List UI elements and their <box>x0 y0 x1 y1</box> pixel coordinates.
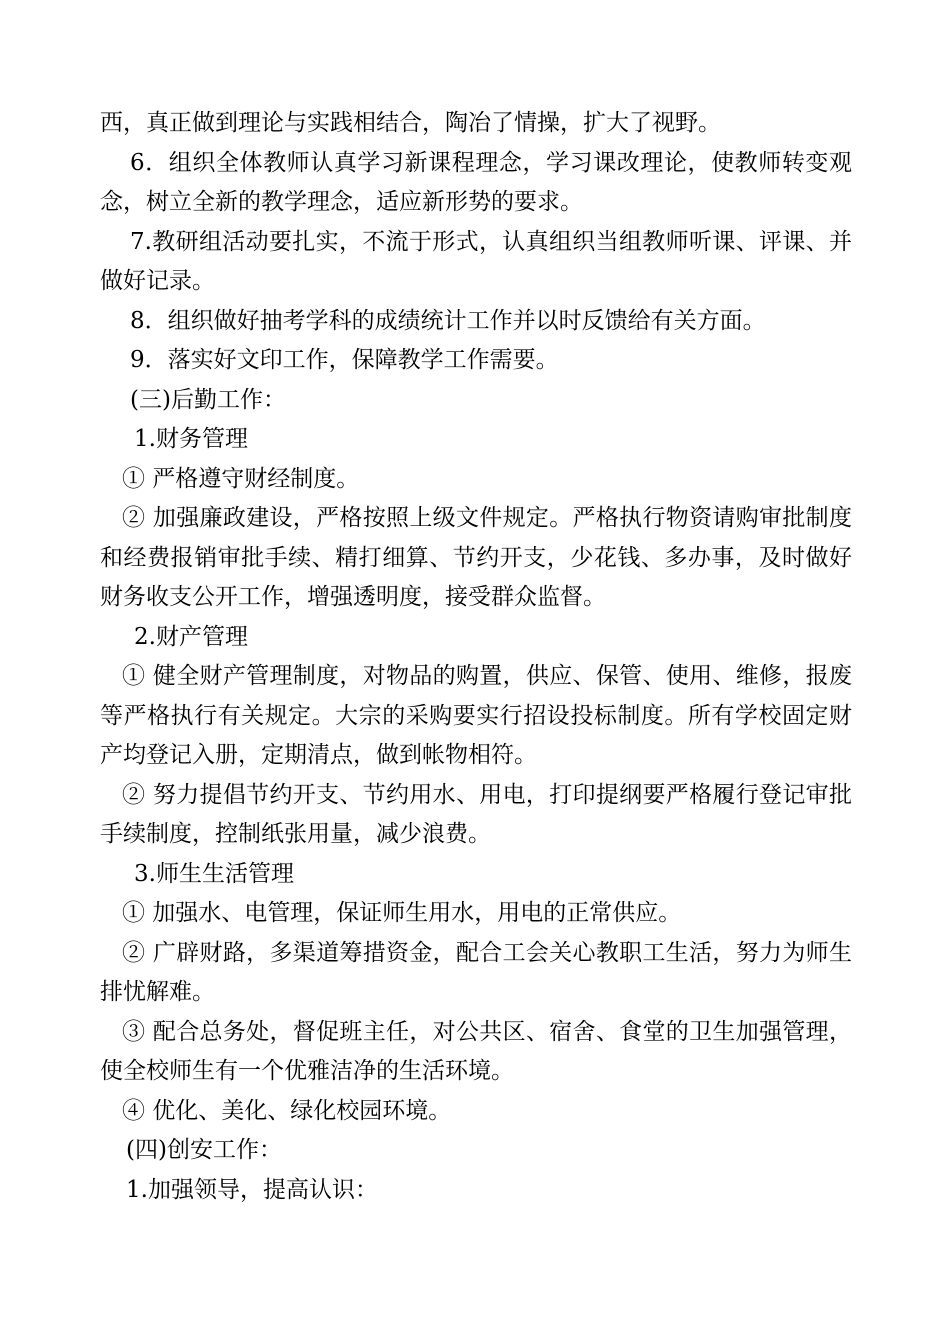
section-heading: (四)创安工作： <box>126 1137 282 1163</box>
list-item: ① 健全财产管理制度，对物品的购置，供应、保管、使用、维修，报废等严格执行有关规定。大宗的采购要实行招设投标制度。所有学校固定财产均登记入册，定期清点，做到帐物相符。 <box>100 663 852 768</box>
subsection-heading: 1.加强领导，提高认识： <box>126 1176 378 1203</box>
list-item: ② 加强廉政建设，严格按照上级文件规定。严格执行物资请购审批制度和经费报销审批手续、精打细算、节约开支，少花钱、多办事，及时做好财务收支公开工作，增强透明度，接受群众监督。 <box>100 505 852 610</box>
section-heading: (三)后勤工作： <box>130 386 286 413</box>
paragraph: 7.教研组活动要扎实，不流于形式，认真组织当组教师听课、评课、并做好记录。 <box>100 228 852 294</box>
subsection-heading: 1.财务管理 <box>134 426 248 452</box>
subsection-heading: 2.财产管理 <box>134 623 248 650</box>
subsection-heading: 3.师生生活管理 <box>134 860 294 887</box>
list-item: ② 努力提倡节约开支、节约用水、用电，打印提纲要严格履行登记审批手续制度，控制纸张用量，减少浪费。 <box>100 781 852 847</box>
paragraph: 西，真正做到理论与实践相结合，陶冶了情操，扩大了视野。 <box>100 110 721 136</box>
document-body <box>100 104 852 1210</box>
list-item: ① 加强水、电管理，保证师生用水，用电的正常供应。 <box>122 900 682 926</box>
list-item: ① 严格遵守财经制度。 <box>122 465 360 492</box>
list-item: ④ 优化、美化、绿化校园环境。 <box>122 1097 452 1124</box>
list-item: ③ 配合总务处，督促班主任，对公共区、宿舍、食堂的卫生加强管理，使全校师生有一个优雅洁净的生活环境。 <box>100 1018 852 1084</box>
paragraph: 6．组织全体教师认真学习新课程理念，学习课改理论，使教师转变观念，树立全新的教学理念，适应新形势的要求。 <box>100 149 852 215</box>
list-item: ② 广辟财路，多渠道筹措资金，配合工会关心教职工生活，努力为师生排忧解难。 <box>100 939 852 1005</box>
paragraph: 9．落实好文印工作，保障教学工作需要。 <box>130 347 559 373</box>
paragraph: 8．组织做好抽考学科的成绩统计工作并以时反馈给有关方面。 <box>130 307 766 334</box>
